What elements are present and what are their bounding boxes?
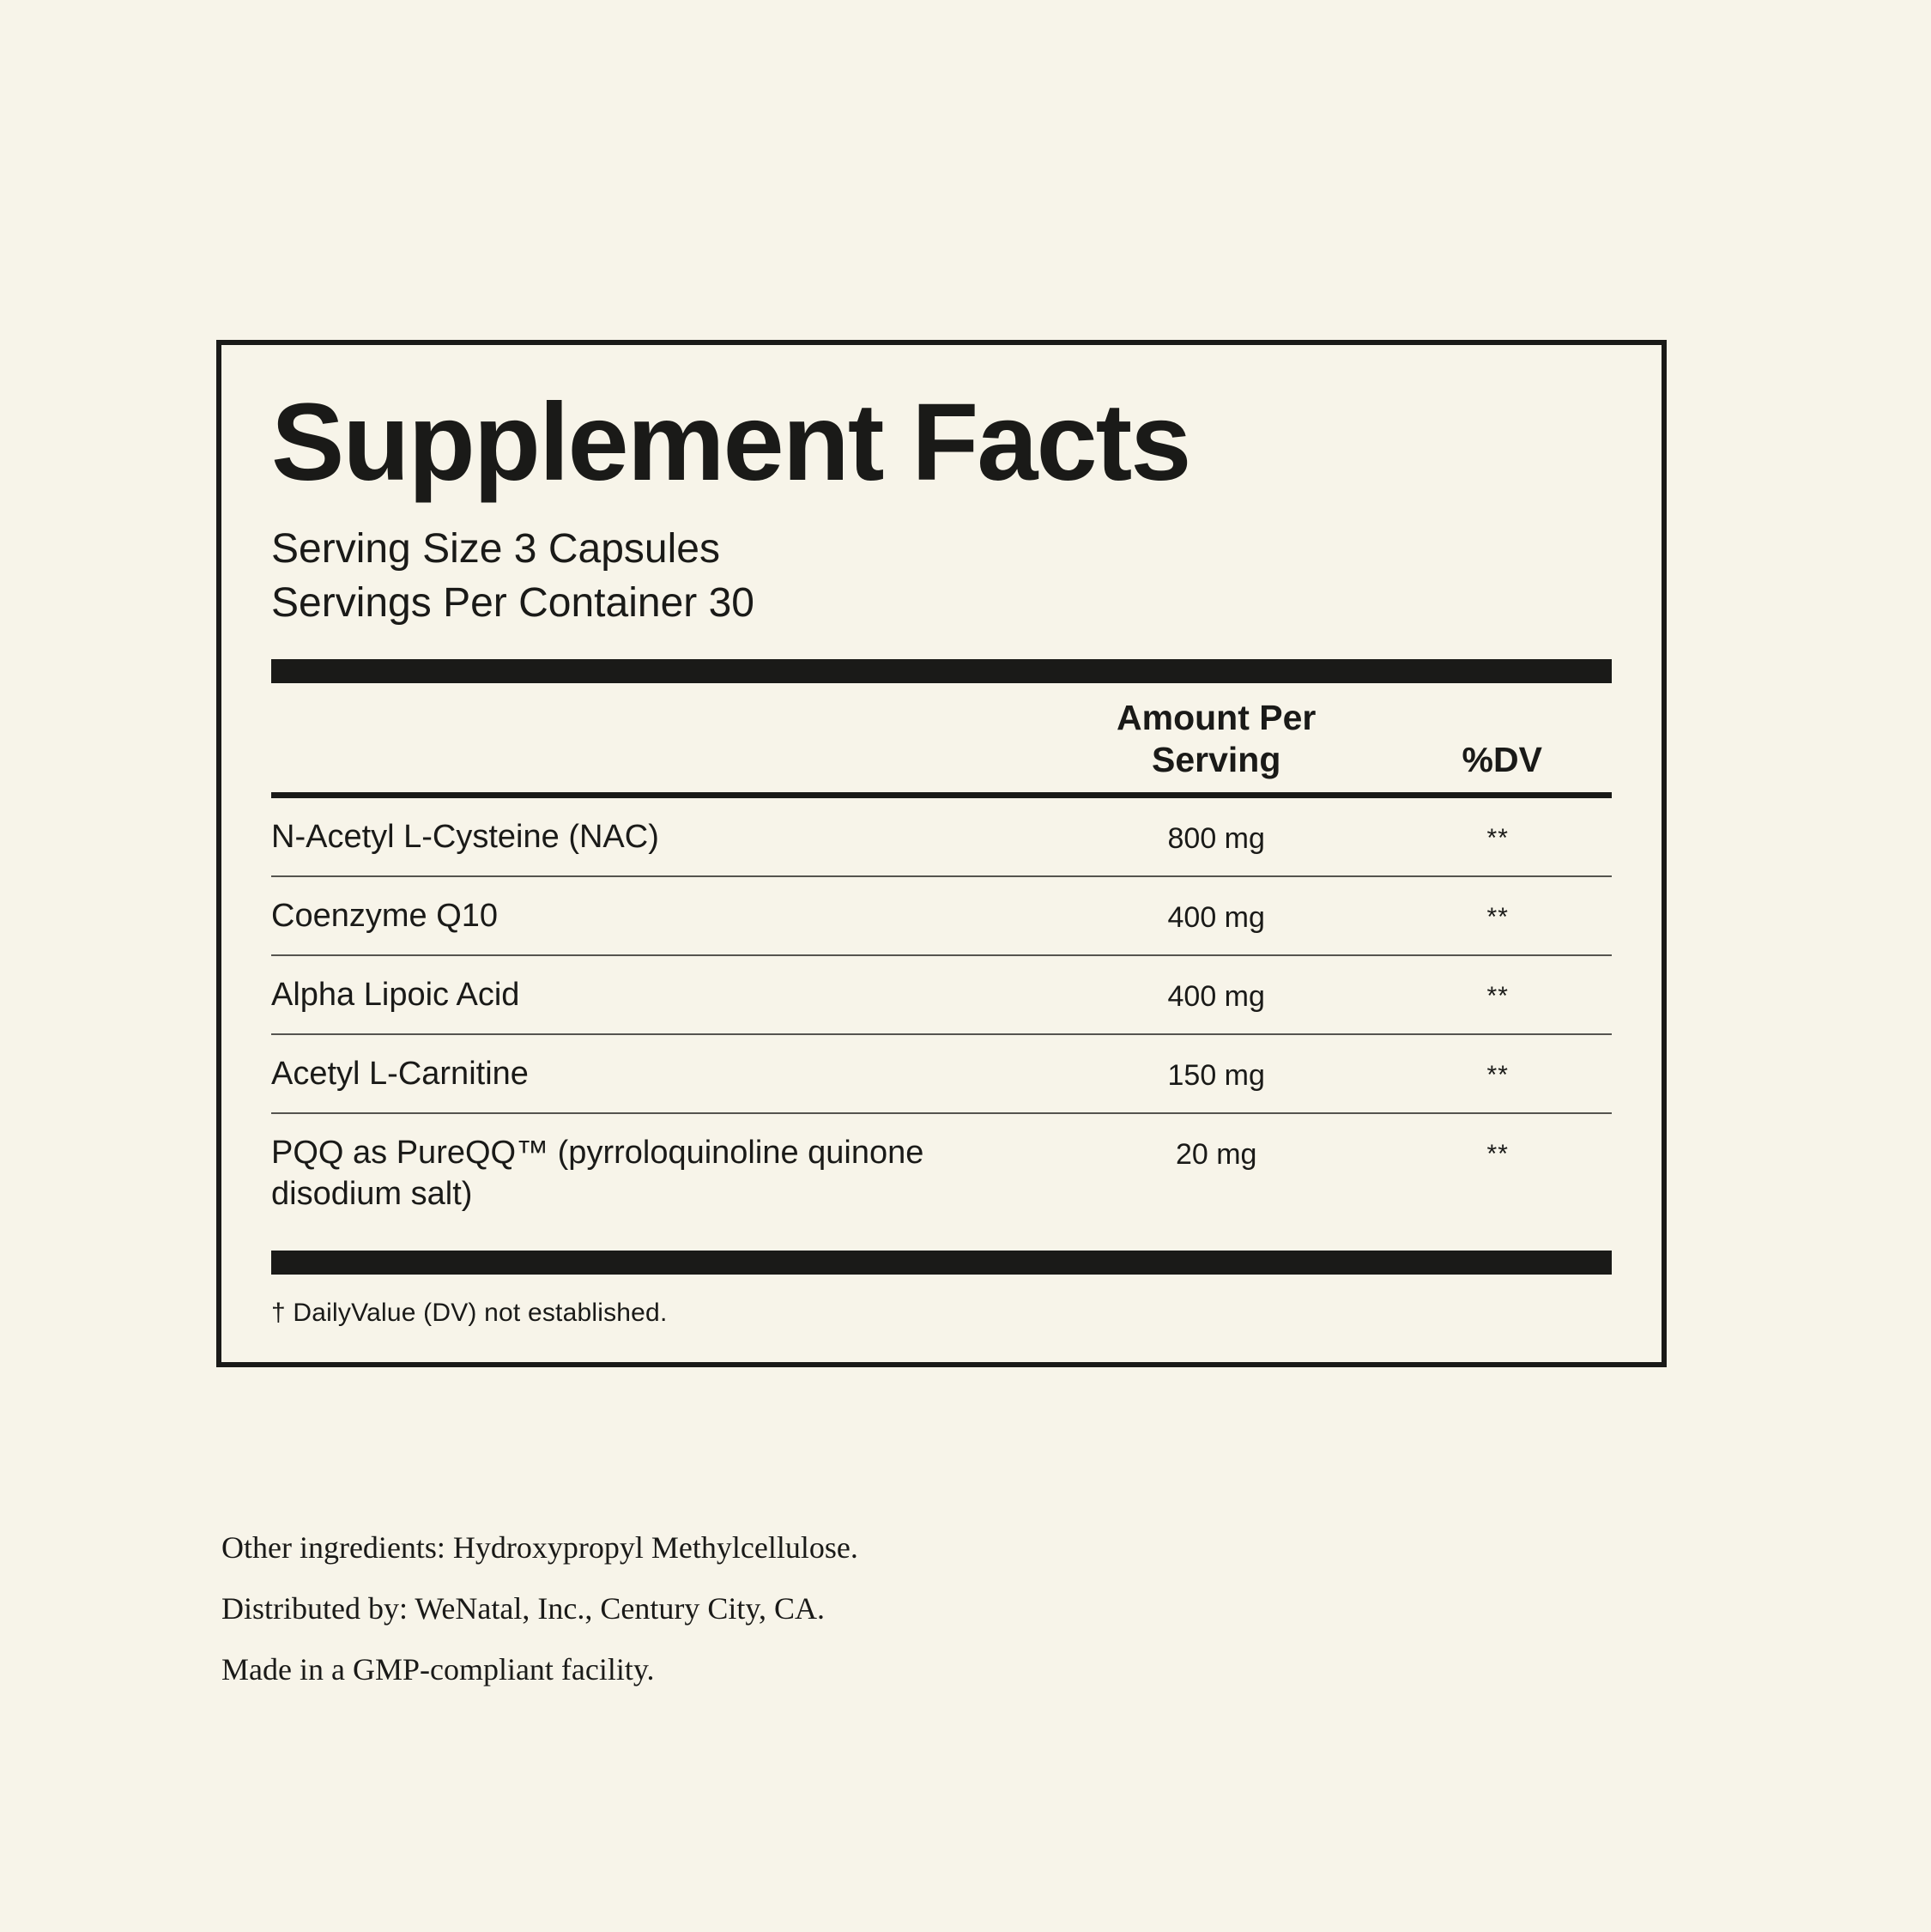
other-ingredients-text: Other ingredients: Hydroxypropyl Methylcellulose. [221,1530,858,1565]
nutrition-rows [271,798,1612,1232]
column-header-nutrient [271,683,1049,792]
facility-text: Made in a GMP-compliant facility. [221,1651,655,1687]
ingredient-name: Acetyl L-Carnitine [271,1034,1049,1113]
ingredient-dv: ** [1383,876,1612,955]
ingredient-name: N-Acetyl L-Cysteine (NAC) [271,819,659,856]
amount-header-line2: Serving [1152,739,1281,779]
divider-thick-top [271,659,1612,683]
table-row [271,955,1612,1034]
distributed-by-text: Distributed by: WeNatal, Inc., Century City, CA. [221,1590,826,1626]
page-title: Supplement Facts [271,381,1190,504]
divider-thick-bottom [271,1251,1612,1275]
ingredient-name: Coenzyme Q10 [271,876,1049,955]
ingredient-amount: 400 mg [1049,876,1384,955]
table-row [271,1113,1612,1232]
ingredient-name: PQQ as PureQQ™ (pyrroloquinoline quinone disodium salt) [271,1113,1049,1232]
divider-under-headers [271,792,1612,798]
ingredient-dv: ** [1383,1034,1612,1113]
column-header-amount-per-serving [1049,683,1384,792]
supplement-facts-panel [216,340,1667,1367]
ingredient-dv: ** [1486,824,1509,853]
ingredient-amount: 20 mg [1049,1113,1384,1232]
amount-header-line1: Amount Per [1117,698,1317,738]
table-row [271,1034,1612,1113]
daily-value-footnote: † DailyValue (DV) not established. [271,1299,668,1328]
table-row [271,798,1612,876]
servings-per-container-line: Servings Per Container 30 [271,580,754,627]
other-information [221,1528,1595,1710]
ingredient-amount: 800 mg [1167,822,1265,856]
ingredient-dv: ** [1383,955,1612,1034]
ingredient-dv: ** [1383,1113,1612,1232]
ingredient-amount: 150 mg [1049,1034,1384,1113]
serving-size-line: Serving Size 3 Capsules [271,525,720,572]
ingredient-name: Alpha Lipoic Acid [271,955,1049,1034]
ingredient-amount: 400 mg [1049,955,1384,1034]
nutrition-table [271,683,1612,792]
table-row [271,876,1612,955]
column-header-percent-dv: %DV [1462,739,1542,779]
table-header-row [271,683,1612,792]
